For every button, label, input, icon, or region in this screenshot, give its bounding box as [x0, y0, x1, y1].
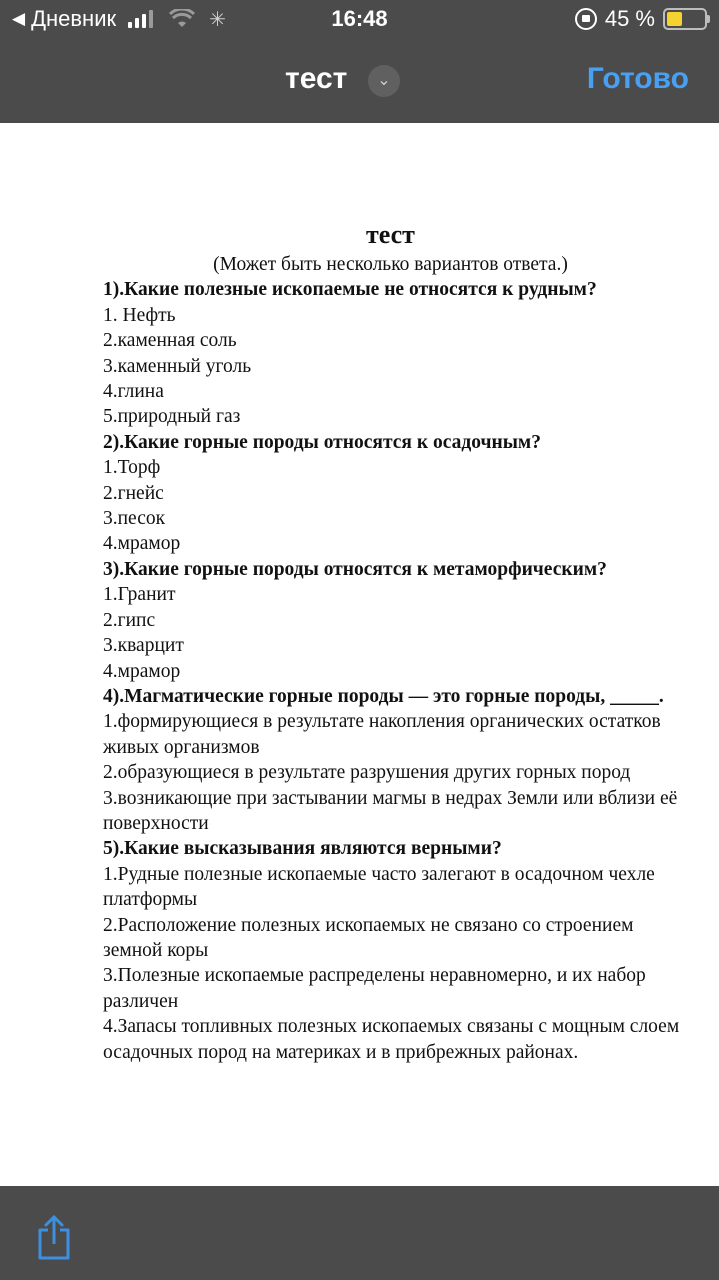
rotation-lock-icon [575, 8, 597, 30]
answer-option: 3.кварцит [103, 635, 184, 657]
document-title: тест [366, 220, 415, 249]
answer-option: 4.Запасы топливных полезных ископаемых связаны с мощным слоем осадочных пород на материках и в прибрежных районах. [103, 1016, 680, 1063]
battery-icon [663, 8, 707, 30]
share-icon[interactable] [34, 1214, 74, 1262]
answer-option: 2.гнейс [103, 482, 164, 504]
done-button[interactable]: Готово [586, 62, 689, 95]
answer-option: 4.мрамор [103, 533, 181, 555]
document-subtitle: (Может быть несколько вариантов ответа.) [213, 254, 568, 275]
answer-option: 1.формирующиеся в результате накопления органических остатков живых организмов [103, 711, 661, 758]
document-page [103, 218, 683, 1065]
answer-option: 3.каменный уголь [103, 355, 252, 377]
answer-option: 2.Расположение полезных ископаемых не связано со строением земной коры [103, 914, 634, 961]
answer-option: 2.гипс [103, 609, 156, 631]
chevron-down-icon[interactable]: ⌄ [368, 65, 400, 97]
status-bar [0, 0, 719, 40]
question-heading: 2).Какие горные породы относятся к осадочным? [103, 431, 541, 453]
answer-option: 3.Полезные ископаемые распределены неравномерно, и их набор различен [103, 965, 646, 1012]
answer-option: 4.глина [103, 381, 164, 403]
battery-percent: 45 % [604, 6, 655, 31]
activity-spinner-icon: ✳ [209, 8, 226, 31]
answer-option: 4.мрамор [103, 660, 181, 682]
status-time: 16:48 [331, 6, 388, 31]
bottom-toolbar [0, 1186, 719, 1280]
answer-option: 3.песок [103, 508, 166, 530]
top-bar [0, 0, 719, 123]
question-heading: 1).Какие полезные ископаемые не относятся к рудным? [103, 279, 597, 301]
answer-option: 1.Торф [103, 457, 161, 479]
answer-option: 2.каменная соль [103, 330, 237, 352]
answer-option: 1. Нефть [103, 304, 176, 326]
question-heading: 5).Какие высказывания являются верными? [103, 838, 502, 860]
answer-option: 1.Рудные полезные ископаемые часто залегают в осадочном чехле платформы [103, 863, 655, 911]
answer-option: 1.Гранит [103, 584, 176, 606]
answer-option: 5.природный газ [103, 406, 241, 428]
question-heading: 4).Магматические горные породы — это горные породы, _____. [103, 685, 664, 707]
nav-title[interactable]: тест [285, 62, 348, 95]
answer-option: 3.возникающие при застывании магмы в недрах Земли или вблизи её поверхности [103, 787, 678, 834]
back-app-label[interactable]: Дневник [31, 6, 117, 31]
answer-option: 2.образующиеся в результате разрушения других горных пород [103, 762, 631, 784]
question-heading: 3).Какие горные породы относятся к метаморфическим? [103, 558, 607, 580]
question-list [103, 277, 683, 1065]
status-right [575, 6, 707, 32]
back-arrow-icon[interactable]: ◀ [12, 9, 26, 28]
